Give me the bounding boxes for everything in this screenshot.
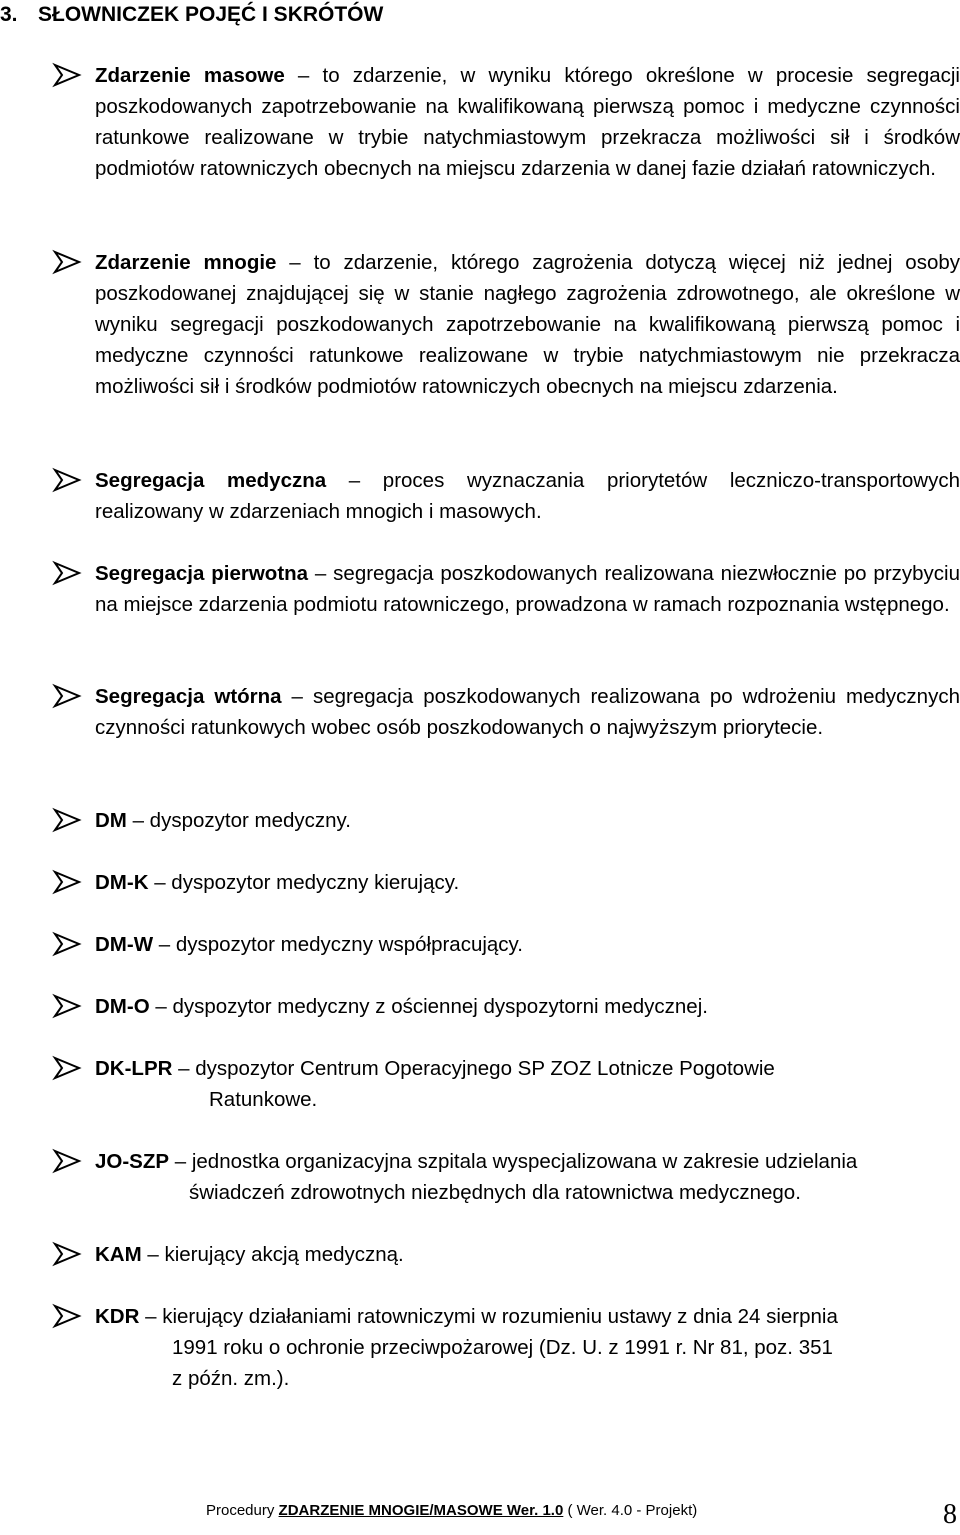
glossary-definition xyxy=(95,929,960,960)
glossary-definition xyxy=(95,805,960,836)
arrowhead-bullet-icon xyxy=(52,1054,86,1082)
glossary-definition xyxy=(95,1239,960,1270)
glossary-item xyxy=(52,805,960,836)
glossary-definition xyxy=(95,1301,960,1394)
glossary-term: JO-SZP xyxy=(95,1150,170,1173)
glossary-term: DM-W xyxy=(95,933,154,956)
glossary-description-continued: z późn. zm.). xyxy=(172,1367,290,1390)
glossary-term: DM-K xyxy=(95,871,149,894)
arrowhead-bullet-icon xyxy=(52,1147,86,1175)
glossary-description: – dyspozytor medyczny. xyxy=(126,809,351,832)
glossary-definition xyxy=(95,558,960,620)
arrowhead-bullet-icon xyxy=(52,992,86,1020)
glossary-term: Zdarzenie mnogie xyxy=(95,251,277,274)
glossary-term: Segregacja medyczna xyxy=(95,469,327,492)
arrowhead-bullet-icon xyxy=(52,682,86,710)
glossary-definition xyxy=(95,465,960,527)
glossary-description-continued: świadczeń zdrowotnych niezbędnych dla ratownictwa medycznego. xyxy=(189,1181,801,1204)
glossary-definition xyxy=(95,247,960,402)
glossary-description: – jednostka organizacyjna szpitala wyspecjalizowana w zakresie udzielania xyxy=(169,1150,858,1173)
glossary-term: Segregacja wtórna xyxy=(95,685,282,708)
glossary-item xyxy=(52,60,960,184)
glossary-item xyxy=(52,991,960,1022)
glossary-item xyxy=(52,1146,960,1208)
glossary-item xyxy=(52,558,960,620)
glossary-definition xyxy=(95,867,960,898)
glossary-description: – dyspozytor Centrum Operacyjnego SP ZOZ Lotnicze Pogotowie xyxy=(172,1057,775,1080)
footer-prefix: Procedury xyxy=(206,1502,279,1519)
glossary-item xyxy=(52,1239,960,1270)
arrowhead-bullet-icon xyxy=(52,61,86,89)
glossary-item xyxy=(52,929,960,960)
glossary-definition xyxy=(95,681,960,743)
glossary-description-continued: 1991 roku o ochronie przeciwpożarowej (Dz. U. z 1991 r. Nr 81, poz. 351 xyxy=(172,1336,833,1359)
page-number: 8 xyxy=(943,1499,957,1530)
glossary-item xyxy=(52,681,960,743)
glossary-item xyxy=(52,867,960,898)
glossary-term: Segregacja pierwotna xyxy=(95,562,309,585)
glossary-definition xyxy=(95,991,960,1022)
arrowhead-bullet-icon xyxy=(52,466,86,494)
glossary-description: – to zdarzenie, w wyniku którego określone w procesie segregacji poszkodowanych zapotrzebowanie na kwalifikowaną pierwszą pomoc i medyczne czynności ratunkowe realizowane w trybie natychmiastowym przekracza możliwości sił i środków podmiotów ratowniczych obecnych na miejscu zdarzenia w danej fazie działań ratowniczych. xyxy=(95,64,960,180)
glossary-definition xyxy=(95,1146,960,1208)
glossary-item xyxy=(52,465,960,527)
glossary-term: KDR xyxy=(95,1305,140,1328)
glossary-description: – dyspozytor medyczny kierujący. xyxy=(148,871,460,894)
glossary-definition xyxy=(95,60,960,184)
arrowhead-bullet-icon xyxy=(52,930,86,958)
glossary-description-continued: Ratunkowe. xyxy=(209,1088,318,1111)
arrowhead-bullet-icon xyxy=(52,1240,86,1268)
glossary-description: – kierujący akcją medyczną. xyxy=(141,1243,404,1266)
glossary-term: Zdarzenie masowe xyxy=(95,64,285,87)
glossary-item xyxy=(52,1301,960,1394)
section-heading xyxy=(0,0,600,30)
glossary-description: – dyspozytor medyczny współpracujący. xyxy=(153,933,523,956)
footer-suffix: ( Wer. 4.0 - Projekt) xyxy=(563,1502,698,1519)
glossary-term: DM xyxy=(95,809,127,832)
glossary-description: – kierujący działaniami ratowniczymi w rozumieniu ustawy z dnia 24 sierpnia xyxy=(139,1305,838,1328)
footer-title: ZDARZENIE MNOGIE/MASOWE Wer. 1.0 xyxy=(278,1502,564,1519)
glossary-description: – to zdarzenie, którego zagrożenia dotyczą więcej niż jednej osoby poszkodowanej znajdującej się w stanie nagłego zagrożenia zdrowotnego, ale określone w wyniku segregacji poszkodowanych zapotrzebowanie na kwalifikowaną pierwszą pomoc i medyczne czynności ratunkowe realizowane w trybie natychmiastowym nie przekracza możliwości sił i środków podmiotów ratowniczych obecnych na miejscu zdarzenia. xyxy=(95,251,960,398)
glossary-item xyxy=(52,247,960,402)
glossary-description: – dyspozytor medyczny z ościennej dyspozytorni medycznej. xyxy=(149,995,708,1018)
glossary-description: – proces wyznaczania priorytetów leczniczo-transportowych realizowany w zdarzeniach mnogich i masowych. xyxy=(95,469,960,523)
glossary-term: DM-O xyxy=(95,995,150,1018)
glossary-description: – segregacja poszkodowanych realizowana niezwłocznie po przybyciu na miejsce zdarzenia podmiotu ratowniczego, prowadzona w ramach rozpoznania wstępnego. xyxy=(95,562,960,616)
arrowhead-bullet-icon xyxy=(52,248,86,276)
section-number: 3. xyxy=(0,3,18,26)
section-title: SŁOWNICZEK POJĘĆ I SKRÓTÓW xyxy=(38,3,384,26)
glossary-item xyxy=(52,1053,960,1115)
glossary-definition xyxy=(95,1053,960,1115)
arrowhead-bullet-icon xyxy=(52,868,86,896)
arrowhead-bullet-icon xyxy=(52,559,86,587)
glossary-term: DK-LPR xyxy=(95,1057,173,1080)
glossary-description: – segregacja poszkodowanych realizowana po wdrożeniu medycznych czynności ratunkowych wobec osób poszkodowanych o najwyższym priorytecie. xyxy=(95,685,960,739)
page-footer xyxy=(206,1500,946,1522)
arrowhead-bullet-icon xyxy=(52,1302,86,1330)
arrowhead-bullet-icon xyxy=(52,806,86,834)
glossary-term: KAM xyxy=(95,1243,142,1266)
